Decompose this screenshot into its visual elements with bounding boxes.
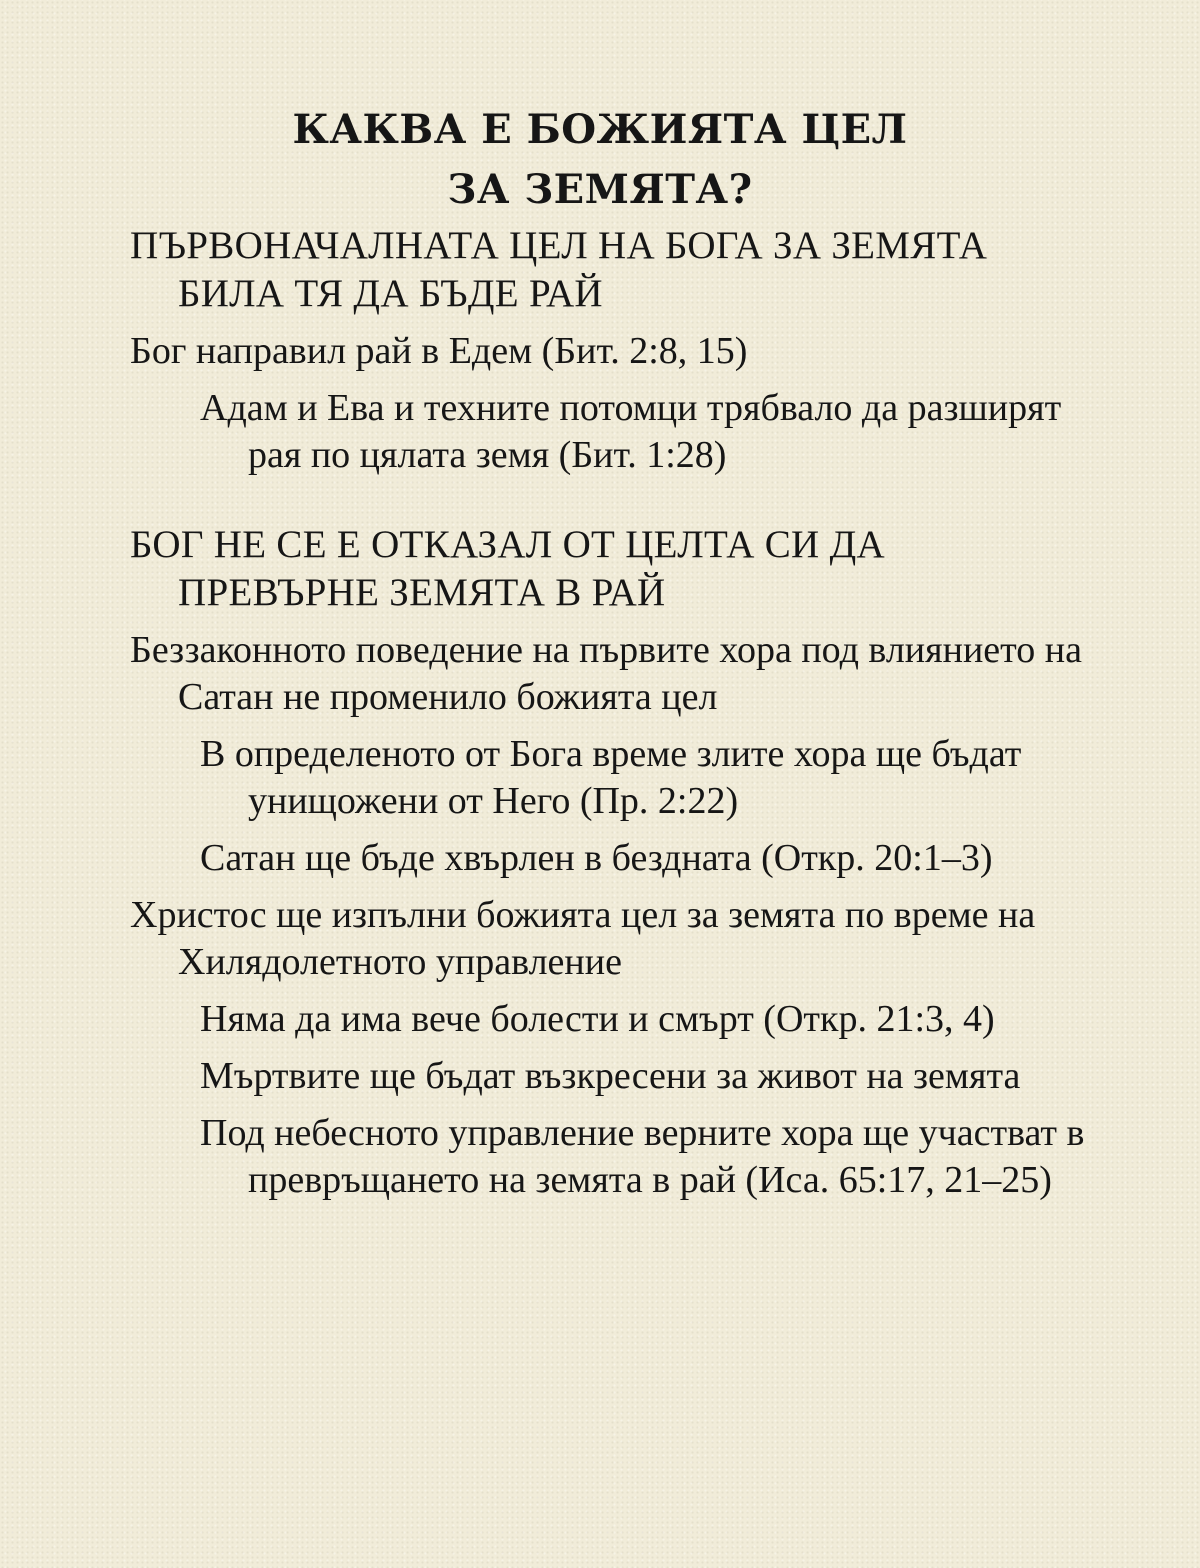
section-2-point-2-sub-1: Няма да има вече болести и смърт (Откр. 21:3, 4) [200,998,995,1040]
section-1-point-1: Бог направил рай в Едем (Бит. 2:8, 15) [130,330,748,372]
section-2-point-1-sub-1: В определеното от Бога време злите хора ще бъдат унищожени от Него (Пр. 2:22) [200,733,1022,822]
title-line-2: ЗА ЗЕМЯТА? [447,166,753,213]
title-line-1: КАКВА Е БОЖИЯТА ЦЕЛ [292,106,908,153]
page-title [0,100,1200,220]
section-2-heading: БОГ НЕ СЕ Е ОТКАЗАЛ ОТ ЦЕЛТА СИ ДА ПРЕВЪРНЕ ЗЕМЯТА В РАЙ [130,523,885,614]
section-1-heading: ПЪРВОНАЧАЛНАТА ЦЕЛ НА БОГА ЗА ЗЕМЯТА БИЛА ТЯ ДА БЪДЕ РАЙ [130,224,988,315]
section-1-point-1-sub-1: Адам и Ева и техните потомци трябвало да разширят рая по цялата земя (Бит. 1:28) [200,387,1062,476]
section-2-point-2: Христос ще изпълни божията цел за земята по време на Хилядолетното управление [130,894,1036,983]
section-2-point-2-sub-3: Под небесното управление верните хора ще участват в превръщането на земята в рай (Иса. 65:17, 21–25) [200,1112,1085,1201]
outline [130,222,1090,1204]
section-2-point-1: Беззаконното поведение на първите хора под влиянието на Сатан не променило божията цел [130,629,1082,718]
section-2-point-1-sub-2: Сатан ще бъде хвърлен в бездната (Откр. 20:1–3) [200,837,993,879]
section-2-point-2-sub-2: Мъртвите ще бъдат възкресени за живот на земята [200,1055,1021,1097]
